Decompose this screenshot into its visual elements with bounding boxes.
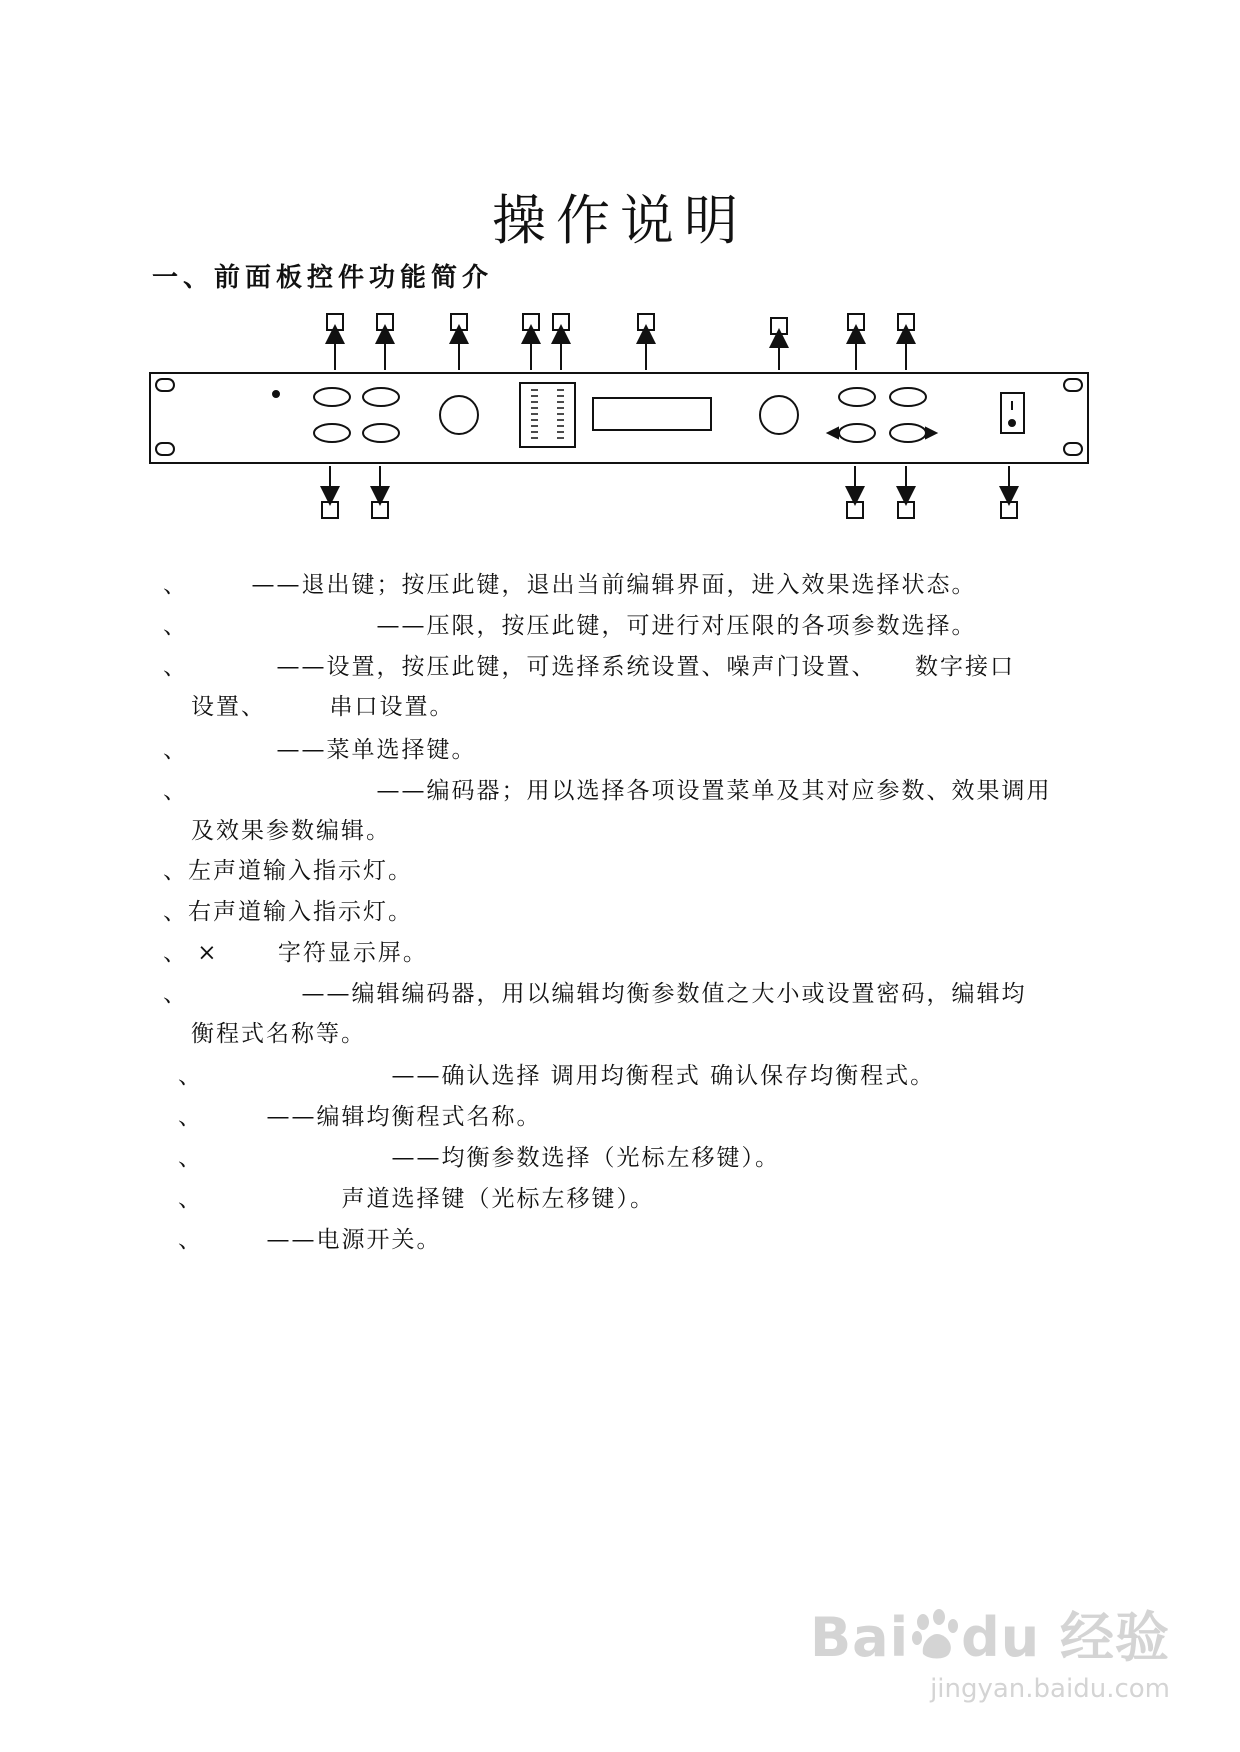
front-panel-diagram <box>0 0 1240 560</box>
limiter-button <box>363 388 399 406</box>
section-heading: 一、前面板控件功能简介 <box>152 263 494 293</box>
paw-icon <box>909 1608 961 1660</box>
list-item-continuation: 及效果参数编辑。 <box>191 818 391 844</box>
list-item: 、 ——编辑均衡程式名称。 <box>178 1104 542 1130</box>
setup-button <box>314 424 350 442</box>
eq-param-button <box>839 424 875 442</box>
rack-ear-slot <box>156 379 174 391</box>
rack-ear-slot <box>1064 379 1082 391</box>
enter-button <box>839 388 875 406</box>
left-cursor-arrow <box>828 428 838 438</box>
list-item: 、 ——编辑编码器，用以编辑均衡参数值之大小或设置密码，编辑均 <box>163 981 1027 1007</box>
list-item-continuation: 衡程式名称等。 <box>191 1021 366 1047</box>
exit-button <box>314 388 350 406</box>
watermark-logo-jingyan: 经验 <box>1060 1606 1170 1669</box>
channel-button <box>890 424 926 442</box>
name-button <box>890 388 926 406</box>
brand-mark <box>273 391 279 397</box>
list-item: 、 ——设置，按压此键，可选择系统设置、噪声门设置、 数字接口 <box>163 654 1015 680</box>
list-item: 、右声道输入指示灯。 <box>163 899 413 925</box>
left-channel-leds <box>531 390 538 438</box>
list-item: 、 ——菜单选择键。 <box>163 737 477 763</box>
encoder-knob <box>440 396 478 434</box>
rack-ear-slot <box>156 443 174 455</box>
list-item: 、 ——均衡参数选择（光标左移键）。 <box>178 1145 780 1171</box>
level-meter-box <box>520 383 575 447</box>
list-item: 、左声道输入指示灯。 <box>163 858 413 884</box>
rack-panel <box>150 373 1088 463</box>
list-item: 、 ——电源开关。 <box>178 1227 442 1253</box>
menu-button <box>363 424 399 442</box>
list-item-continuation: 设置、 串口设置。 <box>191 694 455 720</box>
watermark-url: jingyan.baidu.com <box>930 1674 1170 1704</box>
list-item: 、 ——压限，按压此键，可进行对压限的各项参数选择。 <box>163 613 977 639</box>
right-cursor-arrow <box>926 428 936 438</box>
rack-ear-slot <box>1064 443 1082 455</box>
bottom-callouts <box>322 466 1017 518</box>
page-title: 操作说明 <box>492 189 748 252</box>
power-switch <box>1001 393 1024 433</box>
list-item: 、 声道选择键（光标左移键）。 <box>178 1186 655 1212</box>
watermark-logo-du: du <box>961 1606 1041 1669</box>
list-item: 、 ——编码器；用以选择各项设置菜单及其对应参数、效果调用 <box>163 778 1052 804</box>
character-display <box>593 398 711 430</box>
list-item: 、 ——确认选择 调用均衡程式 确认保存均衡程式。 <box>178 1063 936 1089</box>
right-channel-leds <box>557 390 564 438</box>
baidu-jingyan-watermark <box>810 1595 1170 1704</box>
edit-encoder-knob <box>760 396 798 434</box>
list-item: 、 × 字符显示屏。 <box>163 940 428 966</box>
watermark-logo <box>810 1595 1170 1672</box>
watermark-logo-bai: Bai <box>809 1606 910 1669</box>
list-item: 、 ——退出键；按压此键，退出当前编辑界面，进入效果选择状态。 <box>163 572 977 598</box>
top-callouts <box>327 314 914 370</box>
